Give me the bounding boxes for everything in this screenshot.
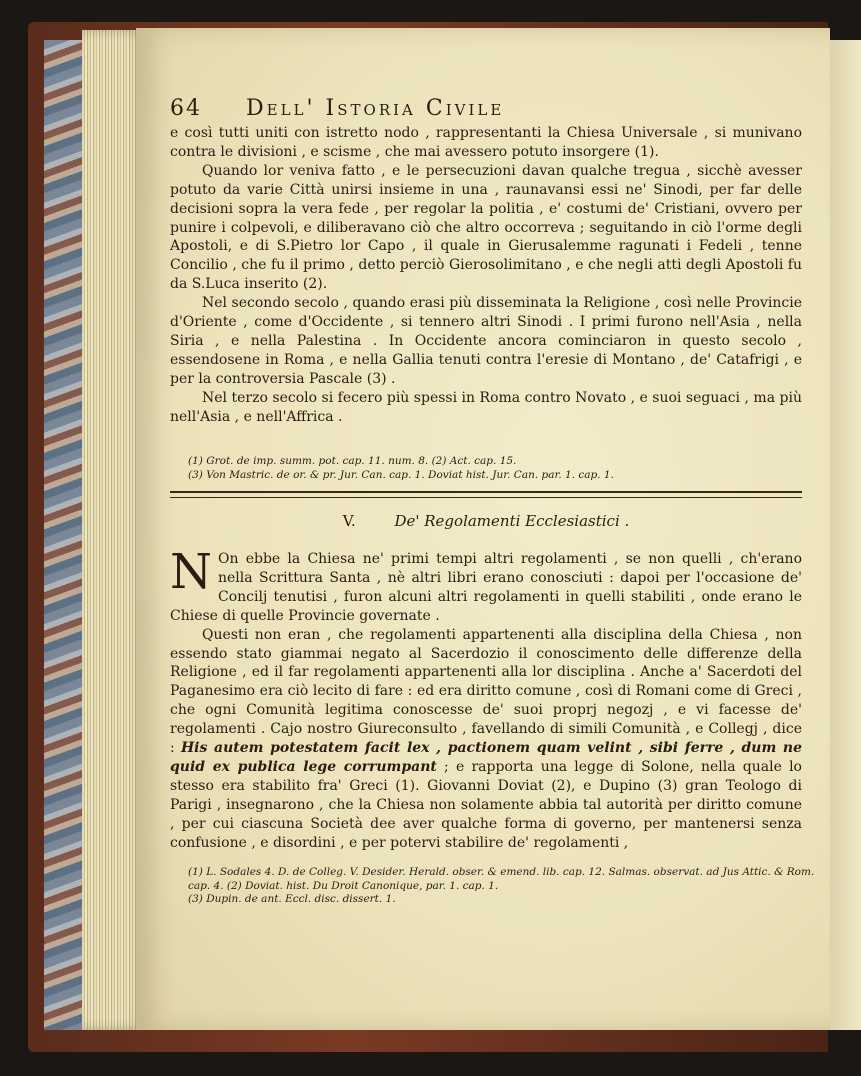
paragraph: e così tutti uniti con istretto nodo , rappresentanti la Chiesa Universale , si munivano contra le divisioni , e scisme , che mai avessero potuto insorgere (1). <box>170 125 802 160</box>
section-title: De' Regolamenti Ecclesiastici . <box>394 512 630 530</box>
footnote: (1) Grot. de imp. summ. pot. cap. 11. num. 8. (2) Act. cap. 15. <box>188 455 517 467</box>
marbled-endpaper <box>44 40 84 1030</box>
footnote: (1) L. Sodales 4. D. de Colleg. V. Desider. Herald. obser. & emend. lib. cap. 12. Salmas. observat. ad Jus Attic. & Rom. cap. 4. (2) Doviat. hist. Du Droit Canonique, par. 1. cap. 1. <box>188 866 815 892</box>
facing-page-edge <box>826 40 861 1030</box>
section-number: V. <box>342 512 356 530</box>
footnotes-2 <box>170 866 820 907</box>
drop-cap: N <box>170 544 212 600</box>
footnotes-1 <box>170 455 820 482</box>
latin-quote: His autem potestatem facit lex , pactionem quam velint , sibi ferre , dum ne quid ex publica lege corrumpant <box>170 740 803 775</box>
text-block-1 <box>170 124 802 427</box>
paragraph <box>170 626 802 853</box>
paragraph: Nel secondo secolo , quando erasi più disseminata la Religione , così nelle Provincie d'Oriente , come d'Occidente , si tennero altri Sinodi . I primi furono nell'Asia , nella Siria , e nella Palestina . In Occidente ancora cominciaron in questo secolo , essendosene in Roma , e nella Gallia tenuti contra l'eresie di Montano , de' Catafrigi , e per la controversia Pascale (3) . <box>170 295 802 387</box>
page-number: 64 <box>170 96 202 121</box>
paragraph: Quando lor veniva fatto , e le persecuzioni davan qualche tregua , sicchè avesser potuto da varie Città unirsi insieme in una , raunavansi essi ne' Sinodi, per far delle decisioni sopra la vera fede , per regolar la politia , e' costumi de' Cristiani, ovvero per punire i colpevoli, e diliberavano ciò che altro occorreva ; seguitando in ciò l'orme degli Apostoli, e di S.Pietro lor Capo , il quale in Gierusalemme ragunati i Fedeli , tenne Concilio , che fu il primo , detto perciò Gierosolimitano , e che negli atti degli Apostoli fu da S.Luca inserito (2). <box>170 162 802 293</box>
paragraph-text: Questi non eran , che regolamenti appartenenti alla disciplina della Chiesa , non essendo stato giammai negato al Sacerdozio il conoscimento delle differenze della Religione , ed il far regolamenti appartenenti alla lor disciplina . Anche a' Sacerdoti del Paganesimo era ciò lecito di fare : ed era diritto comune , così di Romani come di Greci , che ogni Comunità legitima conoscesse de' suoi proprj negozj , e vi facesse de' regolamenti . Cajo nostro Giureconsulto , favellando di simili Comunità , e Collegj , dice : <box>170 626 802 757</box>
footnote: (3) Von Mastric. de or. & pr. Jur. Can. cap. 1. Doviat hist. Jur. Can. par. 1. cap. 1. <box>188 468 614 481</box>
section-heading <box>170 512 802 530</box>
running-title: Dell' Istoria Civile <box>246 96 505 121</box>
paragraph <box>170 544 802 626</box>
paragraph-text: ; e rapporta una legge di Solone, nella quale lo stesso era stabilito fra' Greci (1). Giovanni Doviat (2), e Dupino (3) gran Teologo di Parigi , insegnarono , che la Chiesa non solamente abbia tal autorità per diritto comune , per cui ciascuna Società dee aver qualche forma di governo, per mantenersi senza confusione , e disordini , e per potervi stabilire de' regolamenti , <box>170 758 802 851</box>
paragraph: Nel terzo secolo si fecero più spessi in Roma contro Novato , e suoi seguaci , ma più nell'Asia , e nell'Affrica . <box>170 389 802 425</box>
footnote: (3) Dupin. de ant. Eccl. disc. dissert. 1. <box>188 893 396 905</box>
section-divider <box>170 491 802 498</box>
page-content <box>170 0 815 1076</box>
paragraph-text: On ebbe la Chiesa ne' primi tempi altri regolamenti , se non quelli , ch'erano nella Scrittura Santa , nè altri libri erano conosciuti : dapoi per l'occasione de' Concilj tenutisi , furon alcuni altri regolamenti in quelli stabiliti , onde erano le Chiese di quelle Provincie governate . <box>170 551 802 624</box>
text-block-2 <box>170 544 803 853</box>
